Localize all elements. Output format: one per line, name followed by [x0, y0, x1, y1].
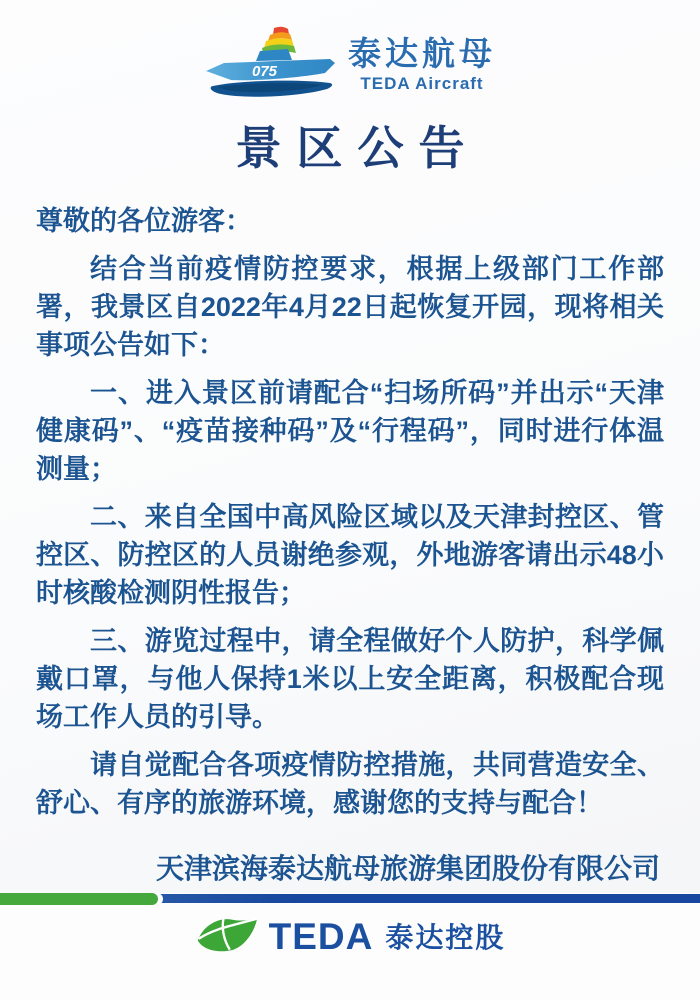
notice-paragraph-item2: 二、来自全国中高风险区域以及天津封控区、管控区、防控区的人员谢绝参观，外地游客请出示48小时核酸检测阴性报告；	[36, 502, 664, 608]
notice-paragraph-intro: 结合当前疫情防控要求，根据上级部门工作部署，我景区自2022年4月22日起恢复开园，现将相关事项公告如下：	[36, 254, 664, 360]
notice-body	[0, 202, 700, 822]
page-title: 景区公告	[235, 122, 480, 174]
footer-brand	[0, 915, 700, 957]
teda-leaf-icon	[195, 915, 261, 957]
aircraft-carrier-ship-icon	[204, 26, 338, 104]
footer-stripe	[0, 893, 700, 905]
footer-brand-en: TEDA	[268, 915, 374, 957]
logo-name-en: TEDA Aircraft	[360, 74, 484, 94]
footer-brand-cn: 泰达控股	[385, 922, 506, 953]
footer	[0, 893, 700, 1000]
notice-paragraph-item3: 三、游览过程中，请全程做好个人防护，科学佩戴口罩，与他人保持1米以上安全距离，积极配合现场工作人员的引导。	[36, 626, 664, 732]
salutation: 尊敬的各位游客：	[36, 206, 252, 236]
footer-stripe-green	[0, 893, 158, 905]
header-logo-text	[348, 36, 496, 94]
signature-company: 天津滨海泰达航母旅游集团股份有限公司	[155, 853, 660, 884]
notice-paragraph-item1: 一、进入景区前请配合“扫场所码”并出示“天津健康码”、“疫苗接种码”及“行程码”，同时进行体温测量；	[36, 378, 664, 484]
notice-paragraph-closing: 请自觉配合各项疫情防控措施，共同营造安全、舒心、有序的旅游环境，感谢您的支持与配合！	[36, 750, 664, 818]
ship-number-label: 075	[252, 63, 278, 80]
logo-name-cn: 泰达航母	[348, 34, 496, 72]
footer-stripe-blue	[130, 894, 700, 903]
header-logo	[0, 0, 700, 104]
